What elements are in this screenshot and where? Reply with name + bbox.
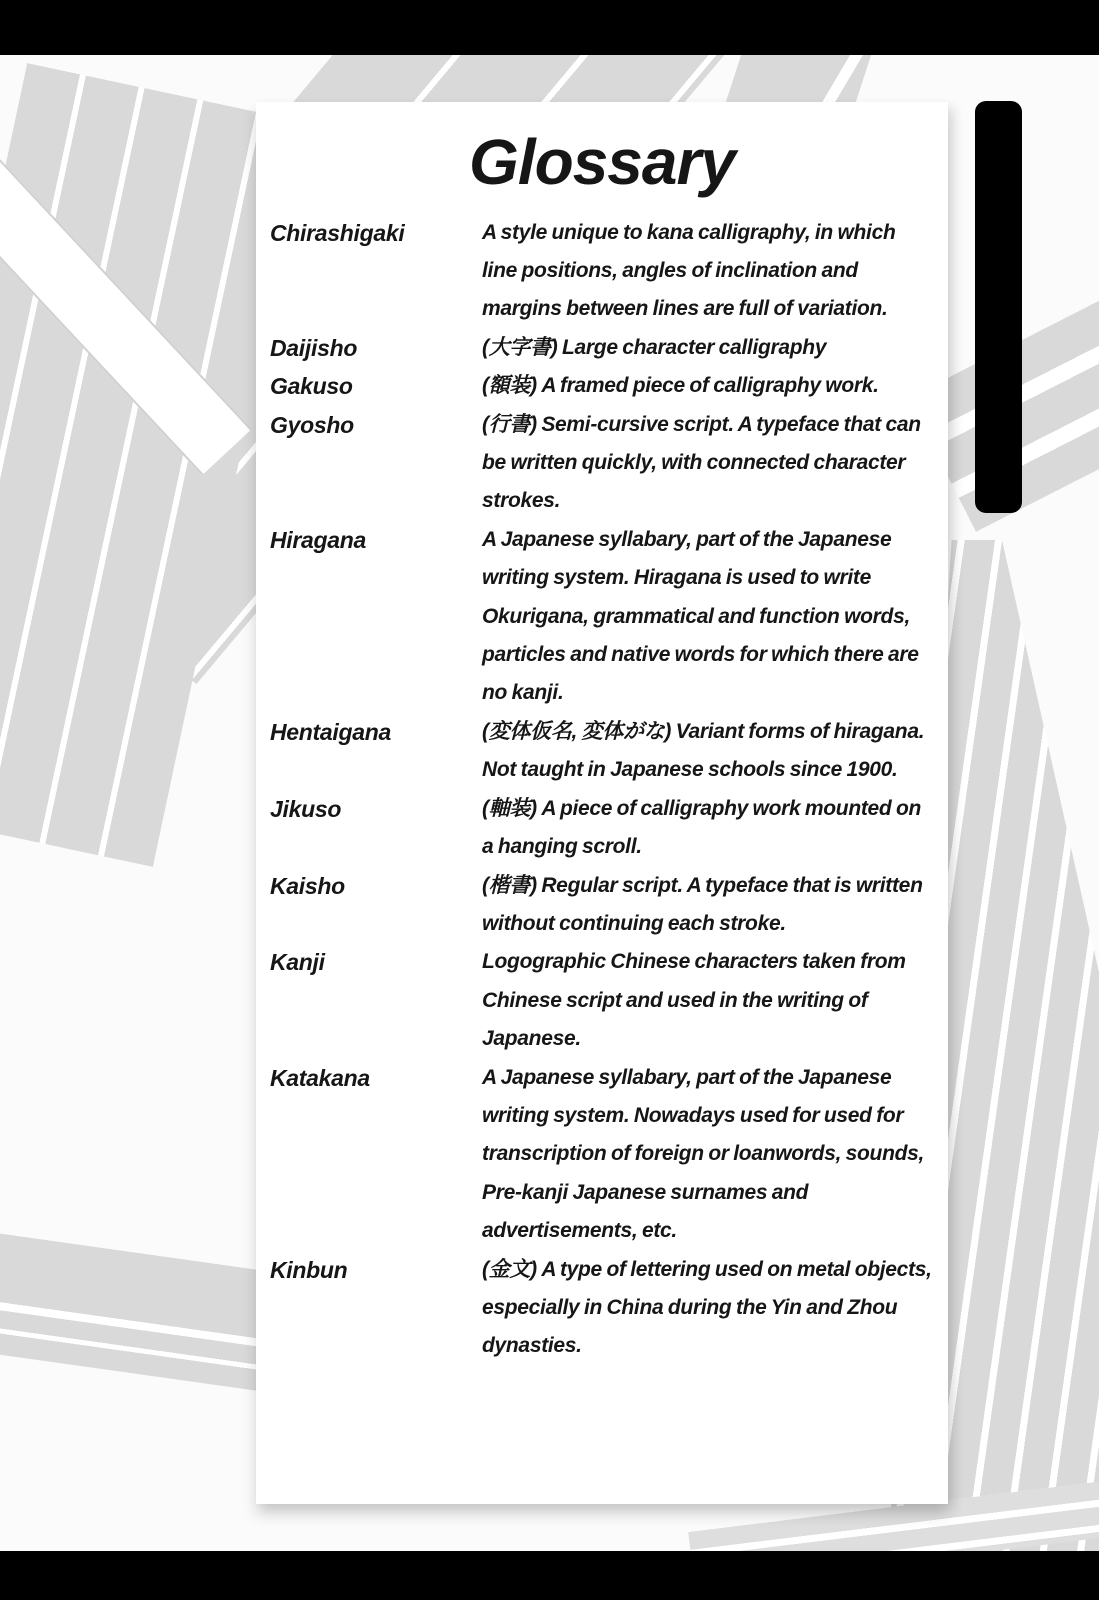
glossary-entry	[270, 367, 934, 405]
glossary-card	[256, 102, 948, 1504]
glossary-entry	[270, 1251, 934, 1366]
glossary-entry	[270, 406, 934, 521]
glossary-definition: (変体仮名, 変体がな) Variant forms of hiragana. Not taught in Japanese schools since 1900.	[482, 719, 925, 782]
scrollbar-thumb[interactable]	[975, 101, 1022, 513]
glossary-entry	[270, 521, 934, 713]
glossary-term: Hiragana	[270, 526, 367, 553]
glossary-definition: (行書) Semi-cursive script. A typeface that can be written quickly, with connected character strokes.	[482, 412, 921, 513]
glossary-entry	[270, 790, 934, 867]
brush-stroke-top-center	[725, 55, 871, 105]
letterbox-bottom-bar	[0, 1551, 1099, 1600]
glossary-definition: (楷書) Regular script. A typeface that is written without continuing each stroke.	[482, 873, 923, 935]
glossary-term: Kaisho	[270, 872, 345, 899]
glossary-definition: Logographic Chinese characters taken from Chinese script and used in the writing of Japanese.	[482, 950, 906, 1051]
glossary-definition: A Japanese syllabary, part of the Japanese writing system. Nowadays used for used for transcription of foreign or loanwords, sounds, Pre-kanji Japanese surnames and advertisements, etc.	[482, 1065, 925, 1243]
glossary-entry	[270, 867, 934, 944]
glossary-list	[256, 214, 948, 1366]
letterbox-top-bar	[0, 0, 1099, 55]
glossary-definition: (大字書) Large character calligraphy	[482, 335, 827, 359]
glossary-term: Gakuso	[270, 373, 353, 400]
page-title: Glossary	[469, 126, 735, 198]
brush-stroke-bottom-left	[0, 1233, 295, 1394]
glossary-definition: (金文) A type of lettering used on metal objects, especially in China during the Yin and Zhou dynasties.	[482, 1257, 932, 1358]
glossary-definition: A style unique to kana calligraphy, in which line positions, angles of inclination and margins between lines are full of variation.	[482, 220, 896, 321]
glossary-entry	[270, 1059, 934, 1251]
glossary-entry	[270, 713, 934, 790]
glossary-entry	[270, 329, 934, 367]
glossary-term: Kinbun	[270, 1256, 348, 1283]
glossary-term: Gyosho	[270, 411, 354, 438]
glossary-term: Jikuso	[270, 795, 342, 822]
glossary-term: Chirashigaki	[270, 219, 405, 246]
glossary-term: Hentaigana	[270, 718, 391, 745]
glossary-term: Kanji	[270, 949, 325, 976]
glossary-entry	[270, 943, 934, 1058]
glossary-definition: (額装) A framed piece of calligraphy work.	[482, 374, 879, 398]
glossary-definition: (軸装) A piece of calligraphy work mounted on a hanging scroll.	[482, 796, 922, 859]
glossary-entry	[270, 214, 934, 329]
glossary-term: Daijisho	[270, 334, 358, 361]
glossary-definition: A Japanese syllabary, part of the Japanese writing system. Hiragana is used to write Okurigana, grammatical and function words, particles and native words for which there are no kanji.	[482, 527, 919, 705]
glossary-term: Katakana	[270, 1064, 370, 1091]
